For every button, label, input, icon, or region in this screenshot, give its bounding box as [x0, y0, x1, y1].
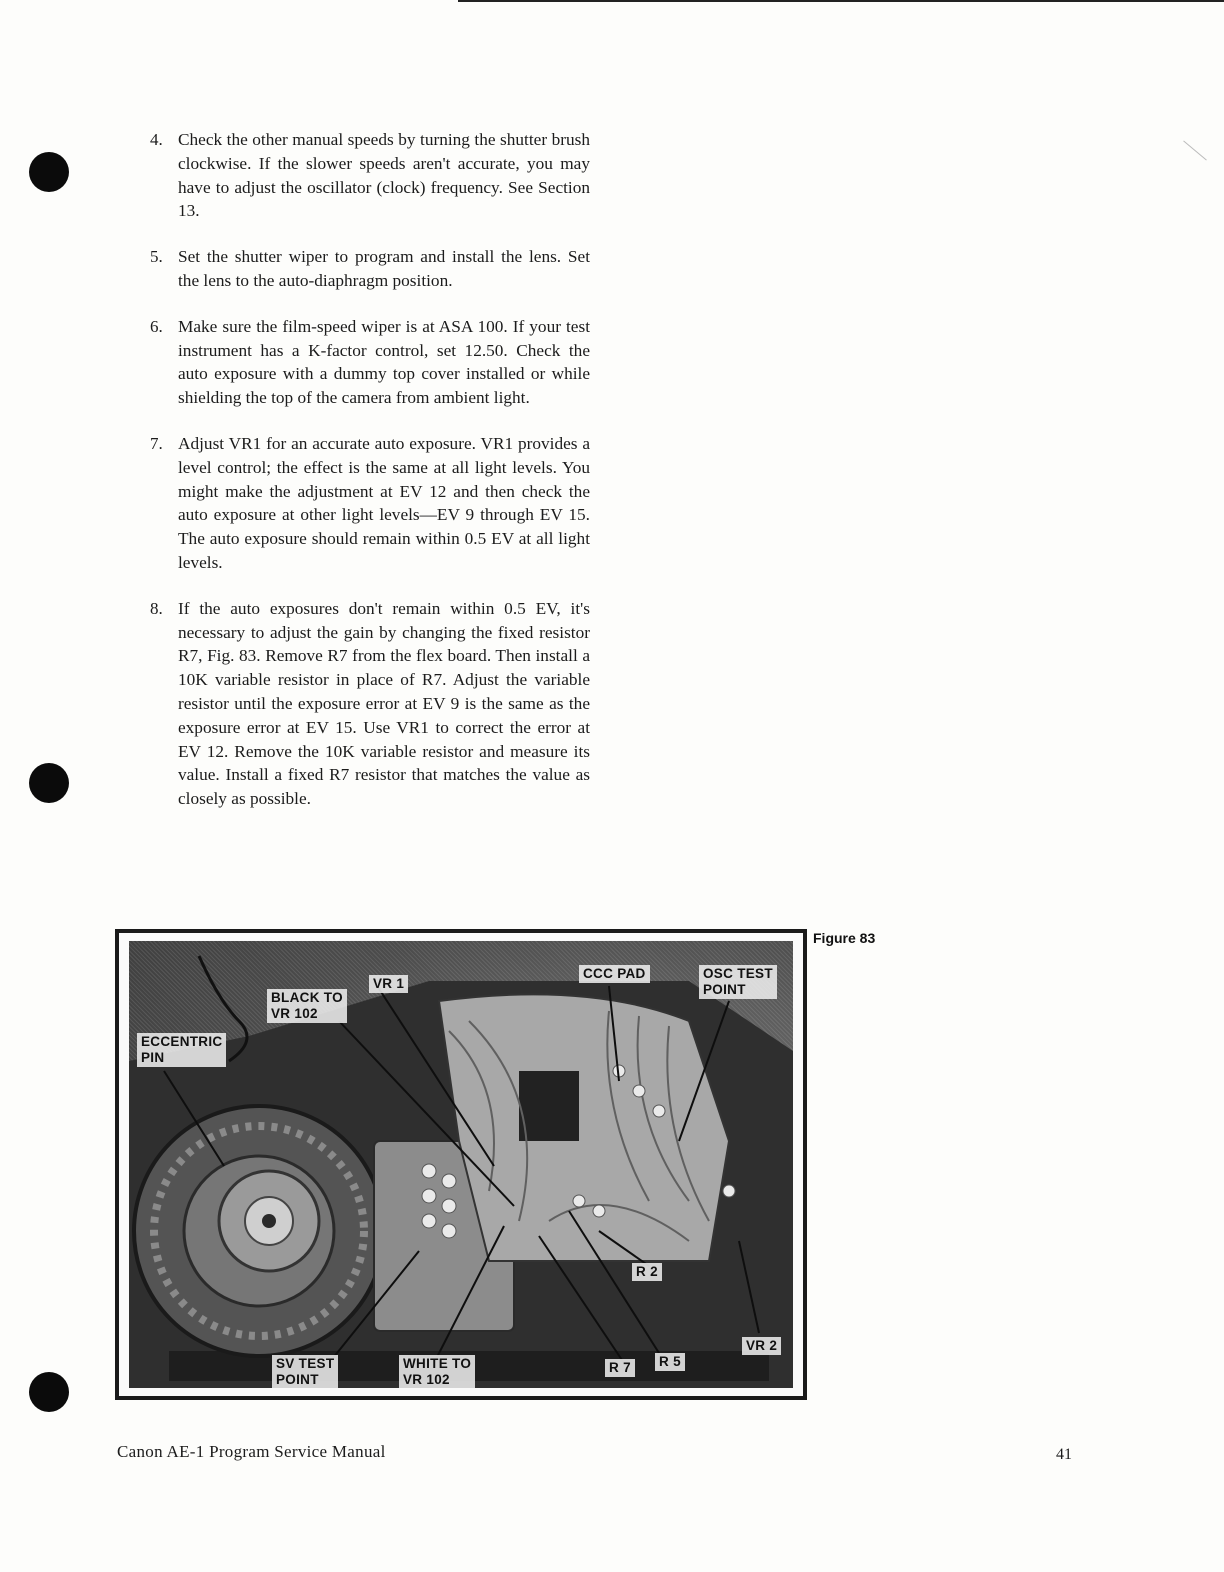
- step-item: [150, 597, 590, 811]
- procedure-steps: [150, 128, 590, 833]
- step-number: 7.: [150, 433, 163, 453]
- label-r5: R 5: [655, 1353, 685, 1371]
- punch-hole-top: [29, 152, 69, 192]
- step-number: 4.: [150, 130, 163, 149]
- top-edge-rule: [458, 0, 1224, 2]
- footer-manual-title: Canon AE-1 Program Service Manual: [117, 1442, 386, 1461]
- page-number: 41: [1056, 1446, 1072, 1463]
- label-vr2: VR 2: [742, 1337, 781, 1355]
- step-text: Check the other manual speeds by turning the shutter brush clockwise. If the slower speeds aren't accurate, you may have to adjust the oscillator (clock) frequency. See Section 13.: [178, 130, 590, 221]
- step-item: [150, 245, 590, 293]
- label-white-to-vr102: WHITE TO VR 102: [399, 1355, 475, 1388]
- label-r2: R 2: [632, 1263, 662, 1281]
- step-number: 5.: [150, 247, 163, 267]
- camera-circuit-photo: [129, 941, 793, 1388]
- step-text: Make sure the film-speed wiper is at ASA 100. If your test instrument has a K-factor control, set 12.50. Check the auto exposure with a dummy top cover installed or while shielding the top of the camera from ambient light.: [178, 316, 590, 408]
- figure-83-frame: [115, 929, 807, 1400]
- label-vr1: VR 1: [369, 975, 408, 993]
- scan-speck: [1183, 140, 1207, 160]
- label-osc-test-point: OSC TEST POINT: [699, 965, 777, 999]
- label-black-to-vr102: BLACK TO VR 102: [267, 989, 347, 1023]
- label-sv-test-point: SV TEST POINT: [272, 1355, 338, 1388]
- label-ccc-pad: CCC PAD: [579, 965, 650, 983]
- label-r7: R 7: [605, 1359, 635, 1377]
- punch-hole-middle: [29, 763, 69, 803]
- figure-caption: Figure 83: [813, 930, 876, 946]
- step-item: [150, 315, 590, 410]
- camera-illustration: [129, 941, 793, 1388]
- step-number: 6.: [150, 316, 163, 336]
- punch-hole-bottom: [29, 1372, 69, 1412]
- step-text: Adjust VR1 for an accurate auto exposure. VR1 provides a level control; the effect is the same at all light levels. You might make the adjustment at EV 12 and then check the auto exposure at other light levels—EV 9 through EV 15. The auto exposure should remain within 0.5 EV at all light levels.: [178, 433, 590, 572]
- step-text: Set the shutter wiper to program and install the lens. Set the lens to the auto-diaphragm position.: [178, 247, 590, 290]
- step-number: 8.: [150, 598, 163, 618]
- label-eccentric-pin: ECCENTRIC PIN: [137, 1033, 226, 1067]
- step-item: [150, 432, 590, 575]
- step-text: If the auto exposures don't remain within 0.5 EV, it's necessary to adjust the gain by changing the fixed resistor R7, Fig. 83. Remove R7 from the flex board. Then install a 10K variable resistor in place of R7. Adjust the variable resistor until the exposure error at EV 9 is the same as the exposure error at EV 15. Use VR1 to correct the error at EV 12. Remove the 10K variable resistor and measure its value. Install a fixed R7 resistor that matches the value as closely as possible.: [178, 598, 590, 809]
- step-item: [150, 128, 590, 223]
